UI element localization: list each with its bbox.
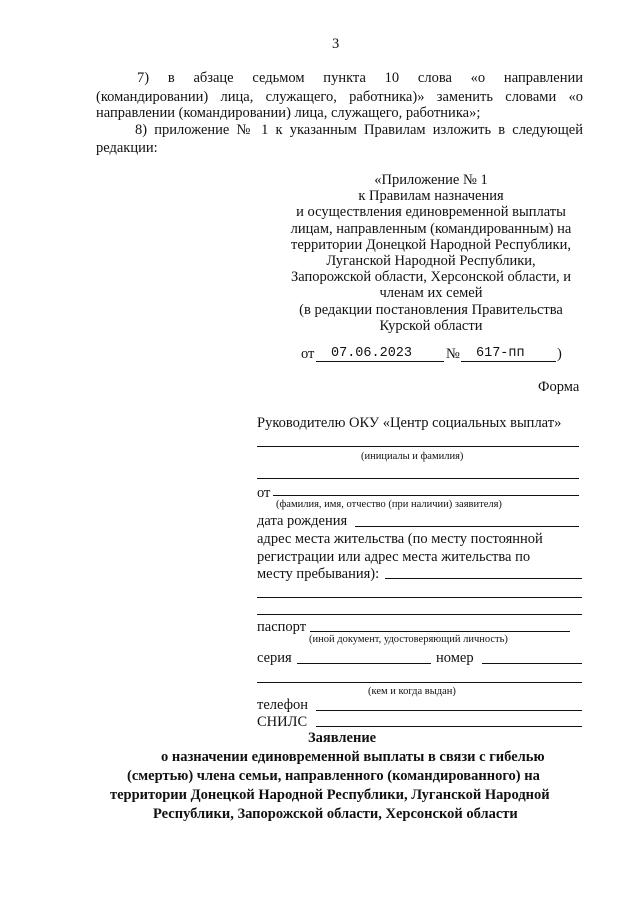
birth-date-label: дата рождения: [257, 513, 348, 529]
passport-field[interactable]: [310, 631, 570, 632]
page-number: 3: [332, 36, 340, 52]
issued-field[interactable]: [257, 682, 582, 683]
applicant-caption: (фамилия, имя, отчество (при наличии) заявителя): [276, 499, 502, 510]
appendix-line: и осуществления единовременной выплаты: [296, 204, 566, 221]
address-field-2[interactable]: [257, 597, 582, 598]
appendix-line: (в редакции постановления Правительства: [299, 301, 563, 318]
addressee: Руководителю ОКУ «Центр социальных выплат»: [257, 415, 562, 431]
phone-field[interactable]: [316, 710, 582, 711]
applicant-field-2[interactable]: [273, 495, 579, 496]
number-label: номер: [436, 650, 474, 666]
passport-caption: (иной документ, удостоверяющий личность): [309, 634, 508, 645]
applicant-field-1[interactable]: [257, 478, 579, 479]
appendix-line: членам их семей: [379, 285, 483, 302]
address-field-1[interactable]: [385, 578, 582, 579]
form-label: Форма: [538, 379, 580, 395]
birth-date-field[interactable]: [355, 526, 579, 527]
statement-heading: Заявление: [308, 730, 377, 746]
appendix-line: Запорожской области, Херсонской области, и: [291, 269, 571, 286]
appendix-close-paren: ): [557, 346, 562, 362]
appendix-date: 07.06.2023: [331, 346, 413, 361]
initials-field[interactable]: [257, 446, 579, 447]
number-field[interactable]: [482, 663, 582, 664]
address-line-2: регистрации или адрес места жительства по: [257, 549, 531, 565]
appendix-number-sign: №: [446, 346, 460, 362]
paragraph-8-line-1: 8) приложение № 1 к указанным Правилам изложить в следующей: [135, 122, 583, 138]
statement-title-line-2: (смертью) члена семьи, направленного (командированного) на: [127, 768, 540, 784]
statement-title-line-4: Республики, Запорожской области, Херсонской области: [153, 806, 518, 822]
series-label: серия: [257, 650, 292, 666]
initials-caption: (инициалы и фамилия): [361, 451, 464, 462]
series-field[interactable]: [297, 663, 431, 664]
address-line-3: месту пребывания):: [257, 566, 380, 582]
statement-title-line-1: о назначении единовременной выплаты в связи с гибелью: [161, 749, 545, 765]
issued-caption: (кем и когда выдан): [368, 686, 456, 697]
paragraph-7-line-2: (командировании) лица, служащего, работника)» заменить словами «о: [96, 89, 583, 105]
appendix-line: к Правилам назначения: [358, 188, 504, 205]
appendix-block: [270, 172, 592, 334]
paragraph-7-line-3: направлении (командировании) лица, служащего, работника»;: [96, 105, 481, 121]
from-label: от: [257, 485, 271, 501]
paragraph-8-line-2: редакции:: [96, 140, 158, 156]
appendix-line: территории Донецкой Народной Республики,: [291, 236, 571, 253]
snils-label: СНИЛС: [257, 714, 308, 730]
address-field-3[interactable]: [257, 614, 582, 615]
address-line-1: адрес места жительства (по месту постоянной: [257, 531, 543, 547]
snils-field[interactable]: [316, 726, 582, 727]
paragraph-7-line-1: 7) в абзаце седьмом пункта 10 слова «о направлении: [137, 70, 583, 86]
phone-label: телефон: [257, 697, 309, 713]
appendix-line: лицам, направленным (командированным) на: [290, 220, 572, 237]
appendix-from-prefix: от: [301, 346, 315, 362]
appendix-number: 617-пп: [476, 346, 525, 361]
appendix-line: Луганской Народной Республики,: [326, 253, 536, 270]
passport-label: паспорт: [257, 619, 307, 635]
appendix-line: Курской области: [379, 317, 483, 334]
statement-title-line-3: территории Донецкой Народной Республики, Луганской Народной: [110, 787, 550, 803]
appendix-line: «Приложение № 1: [374, 172, 488, 188]
